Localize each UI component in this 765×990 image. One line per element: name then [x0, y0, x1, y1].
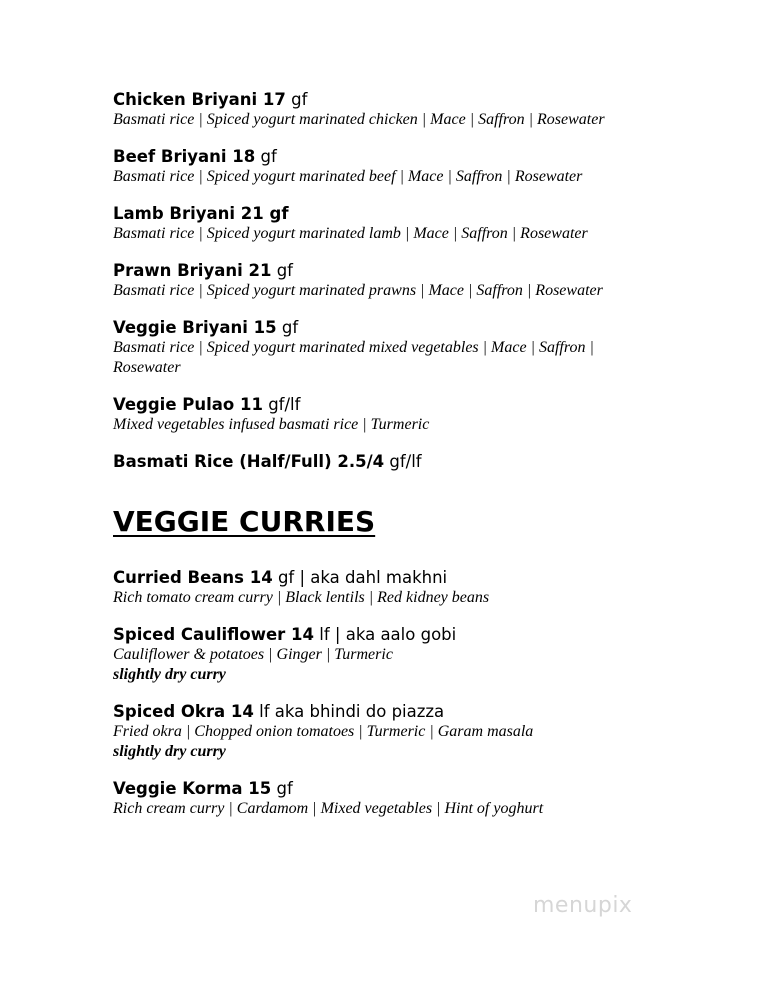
item-name: Lamb Briyani 21 gf [113, 204, 289, 223]
item-description: Basmati rice | Spiced yogurt marinated beef | Mace | Saffron | Rosewater [113, 168, 583, 185]
item-description: Basmati rice | Spiced yogurt marinated prawns | Mace | Saffron | Rosewater [113, 282, 603, 299]
item-description: Rich cream curry | Cardamom | Mixed vegetables | Hint of yoghurt [113, 800, 544, 817]
item-tags: gf [255, 147, 277, 166]
item-tags: gf [276, 318, 299, 337]
item-description: Fried okra | Chopped onion tomatoes | Turmeric | Garam masala [113, 723, 534, 740]
menu-item-prawn-briyani [113, 261, 713, 301]
item-description: Cauliflower & potatoes | Ginger | Turmeric [113, 646, 393, 663]
item-tags: gf/lf [262, 395, 301, 414]
menu-item-curried-beans [113, 568, 713, 608]
item-name: Beef Briyani 18 [113, 147, 256, 166]
menu-item-veggie-pulao [113, 395, 713, 435]
item-tags: gf [271, 261, 293, 280]
item-title [113, 90, 713, 110]
item-tags: gf/lf [384, 452, 422, 471]
item-title [113, 261, 713, 281]
menu-item-spiced-okra [113, 702, 713, 762]
item-tags: gf [285, 90, 308, 109]
menu-item-beef-briyani [113, 147, 713, 187]
item-tags: lf | aka aalo gobi [314, 625, 457, 644]
item-title [113, 395, 713, 415]
item-name: Spiced Okra 14 [113, 702, 254, 721]
item-name: Veggie Pulao 11 [113, 395, 263, 414]
item-description: Rich tomato cream curry | Black lentils | Red kidney beans [113, 589, 490, 606]
menu-item-lamb-briyani [113, 204, 713, 244]
item-name: Basmati Rice (Half/Full) 2.5/4 [113, 452, 385, 471]
menu-item-chicken-briyani [113, 90, 713, 130]
item-title [113, 779, 713, 799]
item-title [113, 452, 713, 472]
item-name: Chicken Briyani 17 [113, 90, 286, 109]
item-title [113, 147, 713, 167]
item-description: Basmati rice | Spiced yogurt marinated chicken | Mace | Saffron | Rosewater [113, 111, 605, 128]
item-title [113, 702, 713, 722]
menu-page [113, 90, 713, 836]
item-name: Veggie Briyani 15 [113, 318, 277, 337]
item-tags: gf [271, 779, 293, 798]
item-name: Curried Beans 14 [113, 568, 273, 587]
menu-item-spiced-cauliflower [113, 625, 713, 685]
item-description: Basmati rice | Spiced yogurt marinated lamb | Mace | Saffron | Rosewater [113, 225, 588, 242]
item-name: Spiced Cauliflower 14 [113, 625, 315, 644]
item-note: slightly dry curry [113, 743, 226, 760]
section-heading-veggie-curries: VEGGIE CURRIES [113, 505, 376, 538]
watermark-logo: menupix [533, 893, 633, 918]
item-description: Basmati rice | Spiced yogurt marinated mixed vegetables | Mace | Saffron | Rosewater [113, 339, 594, 376]
item-description: Mixed vegetables infused basmati rice | Turmeric [113, 416, 430, 433]
item-name: Veggie Korma 15 [113, 779, 272, 798]
item-title [113, 625, 713, 645]
item-note: slightly dry curry [113, 666, 226, 683]
item-name: Prawn Briyani 21 [113, 261, 272, 280]
item-title [113, 204, 713, 224]
menu-item-veggie-korma [113, 779, 713, 819]
menu-item-basmati-rice [113, 452, 713, 472]
item-title [113, 318, 713, 338]
item-tags: lf aka bhindi do piazza [253, 702, 445, 721]
menu-item-veggie-briyani [113, 318, 713, 378]
item-tags: gf | aka dahl makhni [272, 568, 448, 587]
item-title [113, 568, 713, 588]
